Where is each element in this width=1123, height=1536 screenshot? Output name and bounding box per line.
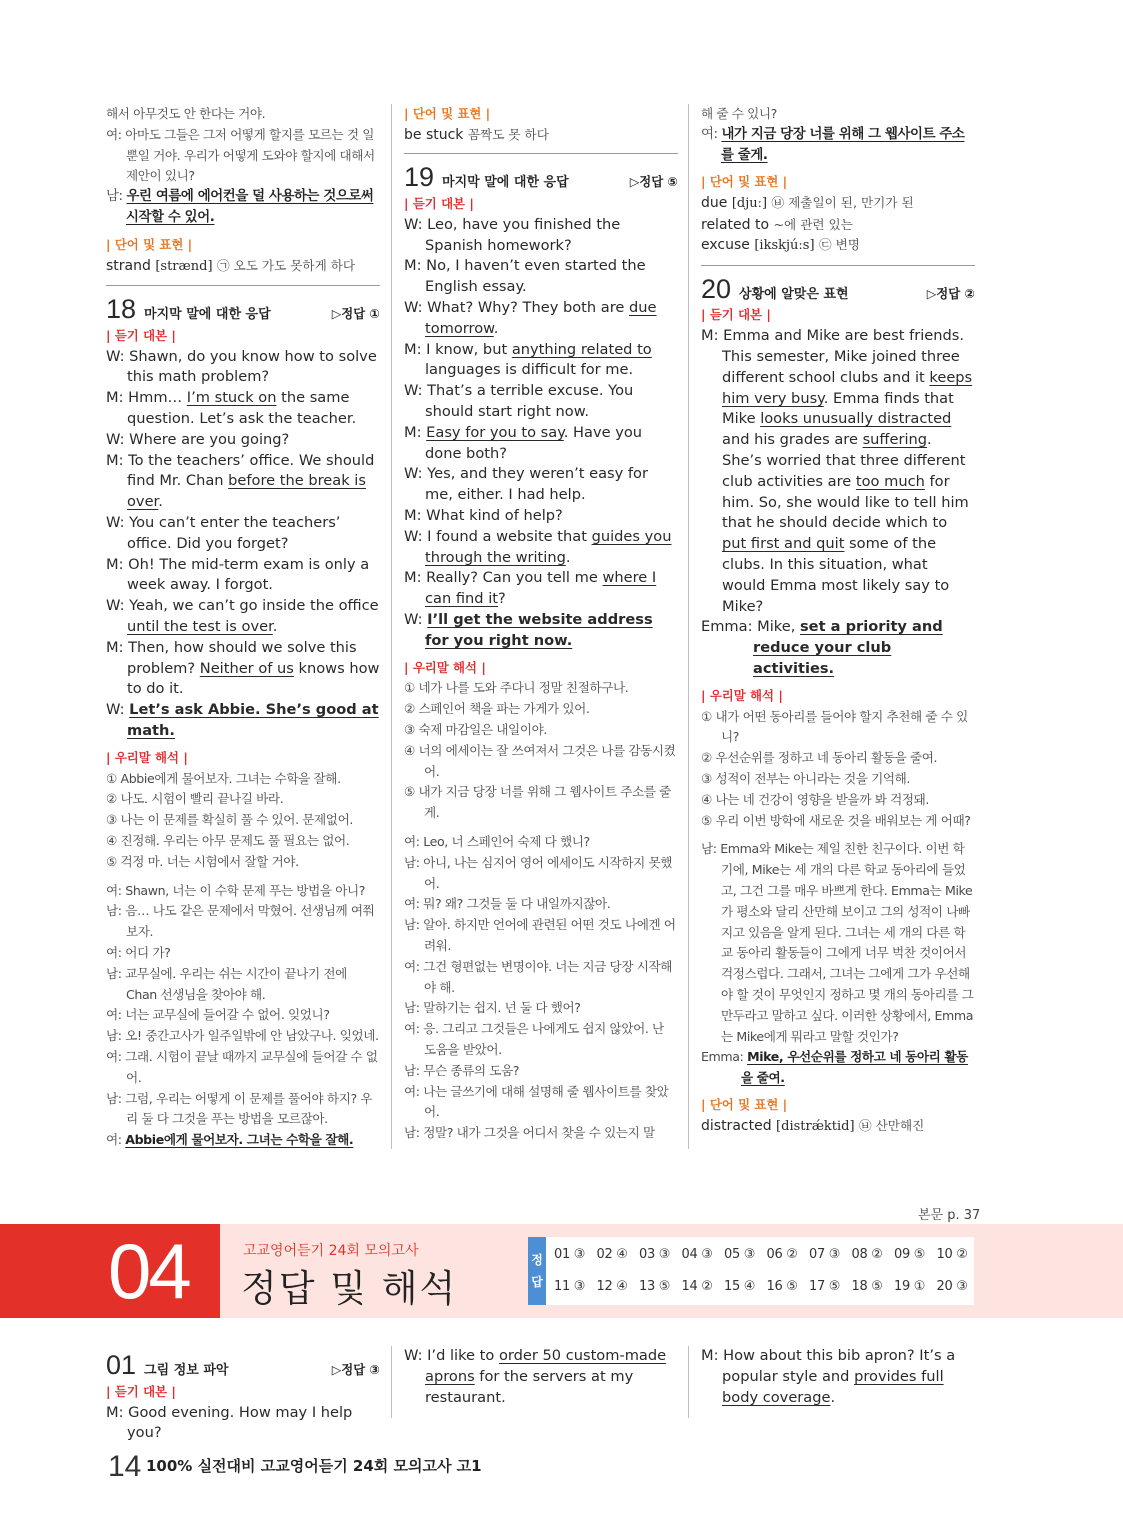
option-item: ③ 숙제 마감일은 내일이야.: [404, 722, 547, 738]
banner-number-block: [0, 1224, 220, 1318]
question-number: 19: [404, 162, 435, 193]
option-item: ⑤ 내가 지금 당장 너를 위해 그 웹사이트 주소를 줄게.: [404, 784, 671, 821]
script-line: M: Then, how should we solve this problem? Neither of us knows how to do it.: [106, 638, 380, 698]
section-divider: [106, 285, 380, 286]
answer-cell: 14 ②: [681, 1279, 713, 1294]
option-item: ⑤ 걱정 마. 너는 시험에서 잘할 거야.: [106, 853, 299, 869]
option-item: ③ 나는 이 문제를 확실히 풀 수 있어. 문제없어.: [106, 812, 353, 828]
script-line: M: Easy for you to say. Have you done both?: [404, 423, 643, 462]
answer-cell: 02 ④: [596, 1247, 628, 1262]
book-title: 100% 실전대비 고교영어듣기 24회 모의고사 고1: [146, 1457, 482, 1475]
kr-script-line: 여: 그건 형편없는 변명이야. 너는 지금 당장 시작해야 해.: [404, 958, 672, 995]
kr-script-line: 남: 무슨 종류의 도움?: [404, 1062, 520, 1078]
column-divider-2: [688, 104, 689, 1149]
script-line: W: Leo, have you finished the Spanish homework?: [404, 215, 621, 254]
answer-indicator: ▷정답 ①: [331, 306, 380, 322]
vocab-item: be stuck 꼼짝도 못 하다: [404, 126, 549, 143]
option-item: ② 스페인어 책을 파는 가게가 있어.: [404, 701, 590, 717]
kr-script-line: 여: 응. 그리고 그것들은 나에게도 쉽지 않았어. 난 도움을 받았어.: [404, 1021, 664, 1057]
answer-indicator: ▷정답 ⑤: [629, 174, 678, 190]
question-title: 마지막 말에 대한 응답: [144, 307, 271, 323]
script-line: M: What kind of help?: [404, 507, 563, 525]
kr-script-line: 남: 교무실에. 우리는 쉬는 시간이 끝나기 전에 Chan 선생님을 찾아야 해.: [106, 965, 347, 1002]
option-item: ③ 성적이 전부는 아니라는 것을 기억해.: [701, 771, 910, 787]
kr-script-line: 남: 그럼, 우리는 어떻게 이 문제를 풀어야 하지? 우리 둘 다 그것을 푸는 방법을 모르잖아.: [106, 1090, 373, 1127]
option-item: ① 네가 나를 도와 주다니 정말 친절하구나.: [404, 680, 629, 696]
option-item: ① 내가 어떤 동아리를 들어야 할지 추천해 줄 수 있니?: [701, 708, 968, 745]
option-item: ④ 너의 에세이는 잘 쓰여져서 그것은 나를 감동시켰어.: [404, 742, 676, 779]
kr-script-line: 남: 알아. 하지만 언어에 관련된 어떤 것도 나에겐 어려워.: [404, 917, 676, 953]
vocab-label: | 단어 및 표현 |: [701, 1096, 788, 1112]
bottom-column-1: [106, 1348, 380, 1444]
answer-cell: 11 ③: [554, 1279, 586, 1294]
answer-cell: 01 ③: [554, 1247, 586, 1262]
kr-script-line: 남: 정말? 내가 그것을 어디서 찾을 수 있는지 말: [404, 1125, 655, 1141]
page-number: 14: [108, 1450, 142, 1483]
translation-label: | 우리말 해석 |: [404, 659, 486, 675]
kr-script-line: 남: 오! 중간고사가 일주일밖에 안 남았구나. 잊었네.: [106, 1028, 379, 1044]
column-2: [404, 104, 678, 1144]
option-item: ② 나도. 시험이 빨리 끝나길 바라.: [106, 791, 284, 807]
translation-label: | 우리말 해석 |: [701, 687, 783, 703]
bottom-column-3: [701, 1346, 975, 1408]
script-line: M: Really? Can you tell me where I can find it?: [404, 569, 657, 608]
answer-row-1: [554, 1247, 979, 1262]
vocab-item: due [djuː] ㉥ 제출일이 된, 만기가 된: [701, 195, 914, 212]
kr-script-line: 여: 뭐? 왜? 그것들 둘 다 내일까지잖아.: [404, 896, 611, 912]
question-18-header: [106, 294, 380, 326]
section-divider: [404, 153, 678, 154]
option-item: ⑤ 우리 이번 방학에 새로운 것을 배워보는 게 어때?: [701, 812, 971, 828]
kr-script-line: 여: Leo, 너 스페인어 숙제 다 했니?: [404, 834, 590, 849]
column-divider-1: [391, 104, 392, 1149]
script-line: M: To the teachers’ office. We should find Mr. Chan before the break is over.: [106, 451, 375, 511]
script-label: | 듣기 대본 |: [701, 307, 771, 323]
script-line: W: I found a website that guides you through the writing.: [404, 527, 672, 566]
question-20-header: [701, 274, 975, 306]
kr-script-line-answer: 여: Abbie에게 물어보자. 그녀는 수학을 잘해.: [106, 1132, 354, 1148]
vocab-item: related to ~에 관련 있는: [701, 216, 853, 233]
question-title: 상황에 알맞은 표현: [739, 286, 849, 302]
script-line: W: Yes, and they weren’t easy for me, either. I had help.: [404, 465, 648, 504]
script-line: M: Good evening. How may I help you?: [106, 1403, 353, 1442]
answer-cell: 06 ②: [766, 1247, 798, 1262]
kr-script-line: 여: Shawn, 너는 이 수학 문제 푸는 방법을 아니?: [106, 882, 366, 898]
question-title: 마지막 말에 대한 응답: [442, 175, 569, 191]
answer-indicator: ▷정답 ②: [926, 285, 975, 301]
script-line: W: That’s a terrible excuse. You should start right now.: [404, 382, 634, 421]
script-line: M: I know, but anything related to languages is difficult for me.: [404, 340, 652, 379]
test-number: 04: [108, 1227, 189, 1315]
kr-script-line: 여: 너는 교무실에 들어갈 수 없어. 잊었니?: [106, 1007, 330, 1023]
script-label: | 듣기 대본 |: [106, 327, 176, 343]
kr-script-line: 여: 어디 가?: [106, 944, 171, 960]
script-line: W: What? Why? They both are due tomorrow.: [404, 299, 657, 337]
banner-subtitle: 고교영어듣기 24회 모의고사: [243, 1243, 419, 1259]
kr-script-line: 여: 나는 글쓰기에 대해 설명해 줄 웹사이트를 찾았어.: [404, 1083, 669, 1120]
answer-cell: 15 ④: [724, 1279, 756, 1294]
vocab-item: strand [strænd] ㉠ 오도 가도 못하게 하다: [106, 257, 356, 274]
kr-line: 해서 아무것도 안 한다는 거야.: [106, 106, 266, 121]
vocab-label: | 단어 및 표현 |: [106, 236, 193, 252]
answer-cell: 07 ③: [809, 1247, 841, 1262]
script-label: | 듣기 대본 |: [106, 1383, 176, 1399]
answer-cell: 20 ③: [936, 1279, 968, 1294]
question-01-header: [106, 1350, 380, 1382]
answer-cell: 16 ⑤: [766, 1279, 798, 1294]
option-item: ① Abbie에게 물어보자. 그녀는 수학을 잘해.: [106, 770, 341, 786]
option-item: ④ 진정해. 우리는 아무 문제도 풀 필요는 없어.: [106, 833, 350, 848]
kr-script-line-answer: Emma: Mike, 우선순위를 정하고 네 동아리 활동을 줄여.: [701, 1049, 968, 1086]
script-line: W: Yeah, we can’t go inside the office until the test is over.: [106, 597, 379, 636]
script-line-answer: Emma: Mike, set a priority and reduce your club activities.: [701, 618, 943, 678]
vocab-item: distracted [distrǽktid] ㉥ 산만해진: [701, 1117, 925, 1134]
script-line-answer: W: I’ll get the website address for you right now.: [404, 611, 653, 649]
option-item: ④ 나는 네 건강이 영향을 받을까 봐 걱정돼.: [701, 791, 929, 807]
script-paragraph: M: Emma and Mike are best friends. This semester, Mike joined three different school clubs and it keeps him very busy. Emma finds that Mike looks unusually distracted and his grades are suffering. She’s worried that three different club activities are too much for him. So, she would like to tell him that he should decide which to put first and quit some of the clubs. In this situation, what would Emma most likely say to Mike?: [701, 327, 973, 615]
bottom-column-2: [404, 1346, 678, 1408]
kr-line-answer: 여: 내가 지금 당장 너를 위해 그 웹사이트 주소를 줄게.: [701, 126, 965, 163]
answer-cell: 18 ⑤: [851, 1279, 883, 1294]
column-3: [701, 104, 975, 1137]
vocab-item: excuse [ikskjúːs] ㉢ 변명: [701, 237, 860, 254]
answer-cell: 04 ③: [681, 1247, 713, 1262]
kr-script-line: 남: 말하기는 쉽지. 넌 둘 다 했어?: [404, 1000, 581, 1016]
answer-indicator: ▷정답 ③: [331, 1362, 380, 1377]
script-line: M: Oh! The mid-term exam is only a week away. I forgot.: [106, 555, 370, 594]
kr-line-answer: 남: 우린 여름에 에어컨을 덜 사용하는 것으로써 시작할 수 있어.: [106, 189, 374, 225]
kr-script-line: 남: 아니, 나는 심지어 영어 에세이도 시작하지 못했어.: [404, 854, 672, 891]
kr-script-paragraph: 남: Emma와 Mike는 제일 친한 친구이다. 이번 학기에, Mike는 세 개의 다른 학교 동아리에 들었고, 그건 그를 매우 바쁘게 한다. Emma는 Mike가 평소와 달리 산만해 보이고 그의 성적이 나빠지고 있음을 알게 된다. 그녀는 세 개의 다른 학교 동아리 활동들이 그에게 너무 벅찬 것이어서 걱정스럽다. 그래서, 그녀는 그에게 그가 우선해야 할 것이 무엇인지 정하고 몇 개의 동아리를 그만두라고 말하고 싶다. 이러한 상황에서, Emma는 Mike에게 뭐라고 말할 것인가?: [701, 841, 974, 1044]
banner-title: 정답 및 해석: [241, 1267, 458, 1310]
column-1: [106, 104, 380, 1151]
script-line: W: Shawn, do you know how to solve this math problem?: [106, 347, 377, 386]
vocab-label: | 단어 및 표현 |: [404, 106, 491, 121]
option-item: ② 우선순위를 정하고 네 동아리 활동을 줄여.: [701, 750, 938, 766]
question-title: 그림 정보 파악: [144, 1363, 229, 1378]
page-reference: 본문 p. 37: [918, 1208, 981, 1223]
script-line-answer: W: Let’s ask Abbie. She’s good at math.: [106, 701, 379, 740]
column-divider-bottom-2: [688, 1346, 689, 1418]
answer-key-box: [528, 1237, 974, 1305]
script-label: | 듣기 대본 |: [404, 196, 474, 212]
question-number: 01: [106, 1350, 137, 1380]
question-19-header: [404, 162, 678, 194]
answer-cell: 19 ①: [894, 1279, 926, 1294]
script-line: M: How about this bib apron? It’s a popular style and provides full body coverage.: [701, 1347, 956, 1406]
answer-row-2: [554, 1279, 979, 1294]
answer-banner: [0, 1224, 1123, 1318]
section-divider: [701, 265, 975, 266]
script-line: W: I’d like to order 50 custom-made aprons for the servers at my restaurant.: [404, 1347, 667, 1406]
answer-key-tag: 정 답: [528, 1237, 546, 1305]
script-line: M: Hmm… I’m stuck on the same question. Let’s ask the teacher.: [106, 389, 357, 428]
answer-cell: 03 ③: [639, 1247, 671, 1262]
script-line: M: No, I haven’t even started the English essay.: [404, 257, 646, 296]
kr-script-line: 남: 음… 나도 같은 문제에서 막혔어. 선생님께 여쭤보자.: [106, 903, 375, 940]
script-line: W: You can’t enter the teachers’ office. Did you forget?: [106, 514, 341, 552]
script-line: W: Where are you going?: [106, 430, 290, 448]
kr-line: 여: 아마도 그들은 그저 어떻게 할지를 모르는 것 일 뿐일 거야. 우리가 어떻게 도와야 할지에 대해서 제안이 있니?: [106, 126, 375, 184]
kr-line: 해 줄 수 있니?: [701, 106, 777, 121]
answer-cell: 08 ②: [851, 1247, 883, 1262]
answer-cell: 05 ③: [724, 1247, 756, 1262]
answer-cell: 09 ⑤: [894, 1247, 926, 1262]
vocab-label: | 단어 및 표현 |: [701, 174, 788, 190]
question-number: 20: [701, 273, 732, 304]
answer-cell: 17 ⑤: [809, 1279, 841, 1294]
answer-cell: 10 ②: [936, 1247, 968, 1262]
translation-label: | 우리말 해석 |: [106, 749, 188, 765]
kr-script-line: 여: 그래. 시험이 끝날 때까지 교무실에 들어갈 수 없어.: [106, 1048, 378, 1085]
column-divider-bottom-1: [391, 1346, 392, 1418]
question-number: 18: [106, 294, 137, 325]
answer-cell: 12 ④: [596, 1279, 628, 1294]
answer-cell: 13 ⑤: [639, 1279, 671, 1294]
